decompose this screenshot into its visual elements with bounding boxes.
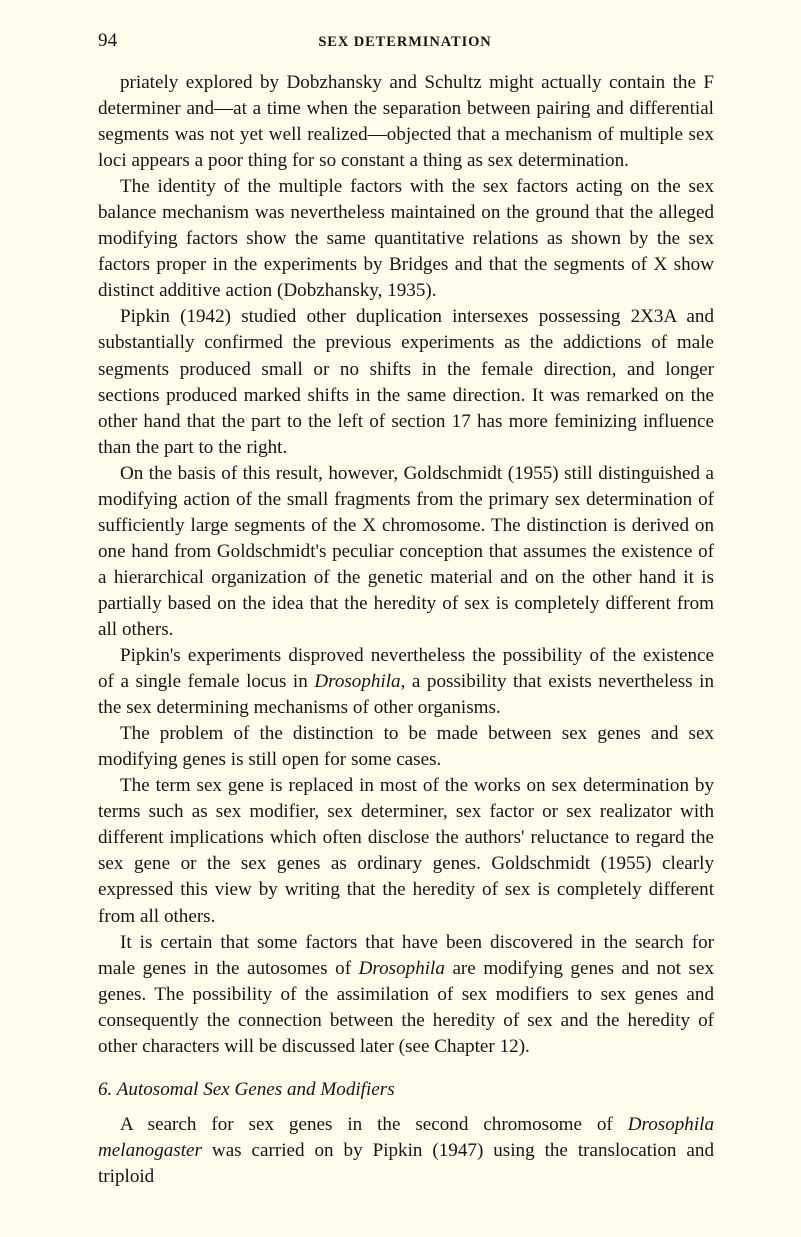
paragraph-7: The term sex gene is replaced in most of the works on sex determination by terms such as sex modifier, sex determiner, sex factor or sex realizator with different implications which often disclose the authors' reluctance to regard the sex gene or the sex genes as ordinary genes. Goldschmidt (1955) clearly expressed this view by writing that the heredity of sex is completely different from all others. [98,775,714,927]
italic-term: Drosophila [314,671,401,693]
running-head-title: SEX DETERMINATION [318,34,492,50]
running-head [98,30,712,52]
page-number: 94 [98,30,118,51]
italic-term: Drosophila [358,957,445,979]
section-heading: 6. Autosomal Sex Genes and Modifiers [98,1078,395,1100]
paragraph-3: Pipkin (1942) studied other duplication intersexes possessing 2X3A and substantially confirmed the previous experiments as the addictions of male segments produced small or no shifts in the female direction, and longer sections produced marked shifts in the same direction. It was remarked on the other hand that the part to the left of section 17 has more feminizing influence than the part to the right. [98,306,714,458]
body-text-block [98,70,714,1190]
paragraph-2: The identity of the multiple factors with the sex factors acting on the sex balance mechanism was nevertheless maintained on the ground that the alleged modifying factors show the same quantitative relations as shown by the sex factors proper in the experiments by Bridges and that the segments of X show distinct additive action (Dobzhansky, 1935). [98,176,714,302]
paragraph-1: priately explored by Dobzhansky and Schultz might actually contain the F determiner and—at a time when the separation between pairing and differential segments was not yet well realized—objected that a mechanism of multiple sex loci appears a poor thing for so constant a thing as sex determination. [98,72,714,172]
paragraph-6: The problem of the distinction to be made between sex genes and sex modifying genes is still open for some cases. [98,723,714,771]
paragraph-8: It is certain that some factors that have been discovered in the search for male genes in the autosomes of Drosophila are modifying genes and not sex genes. The possibility of the assimilation of sex modifiers to sex genes and consequently the connection between the heredity of sex and the heredity of other characters will be discussed later (see Chapter 12). [98,931,714,1057]
paragraph-4: On the basis of this result, however, Goldschmidt (1955) still distinguished a modifying action of the small fragments from the primary sex determination of sufficiently large segments of the X chromosome. The distinction is derived on one hand from Goldschmidt's peculiar conception that assumes the existence of a hierarchical organization of the genetic material and on the other hand it is partially based on the idea that the heredity of sex is completely different from all others. [98,462,714,640]
italic-term: Drosophila melanogaster [98,1113,714,1161]
paragraph-9: A search for sex genes in the second chromosome of Drosophila melanogaster was carried on by Pipkin (1947) using the translocation and triploid [98,1113,714,1187]
paragraph-5: Pipkin's experiments disproved nevertheless the possibility of the existence of a single female locus in Drosophila, a possibility that exists nevertheless in the sex determining mechanisms of other organisms. [98,645,714,719]
